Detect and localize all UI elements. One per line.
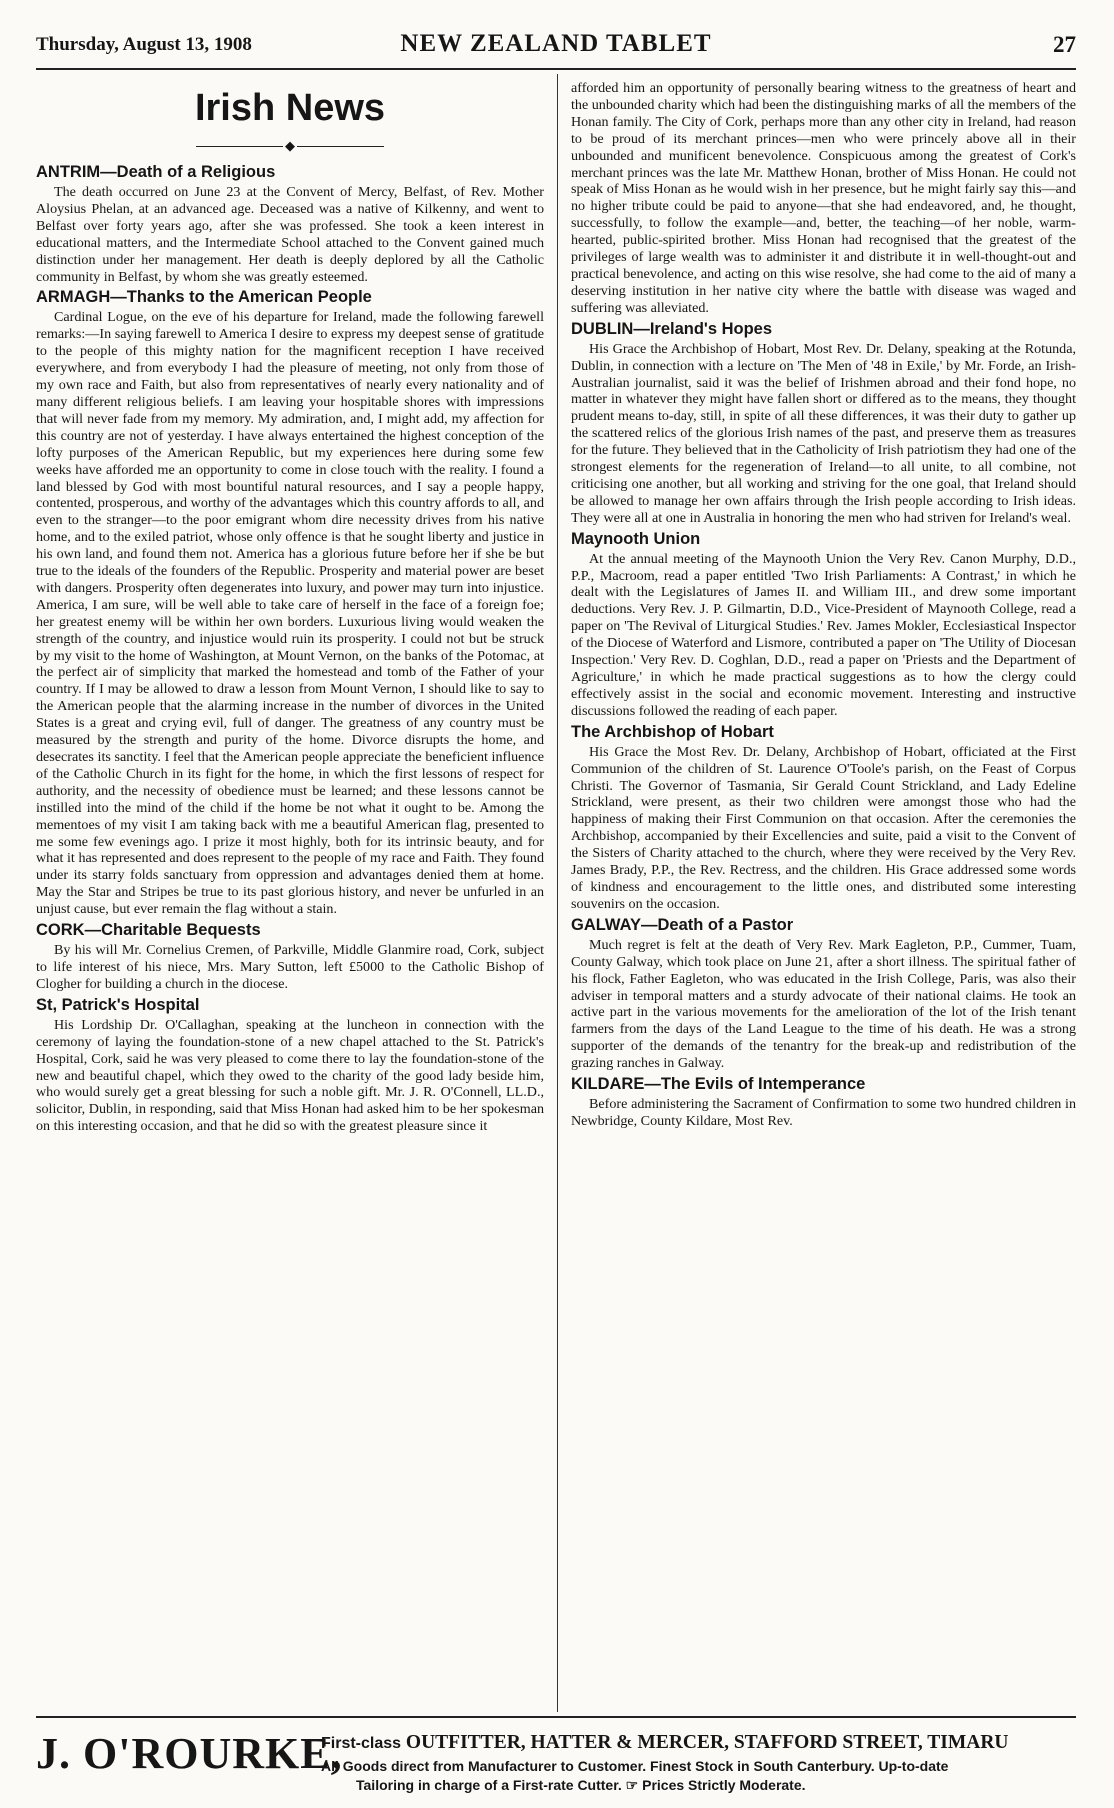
article-paragraph: His Grace the Archbishop of Hobart, Most Rev. Dr. Delany, speaking at the Rotunda, Dublin, in connection with a lecture on 'The Men of '48 in Exile,' by Mr. Forde, an Irish-Australian journalist, said it was the belief of Irishmen abroad and their fond hope, no matter in whatever they might have fallen short or differed as to the means, they thought prudent means to-day, still, in spite of all these differences, it was their duty to gather up the scattered relics of the glorious Irish names of the past, and preserve them as treasures for the future. They believed that in the Catholicity of Irish patriotism they had one of the strongest elements for the regeneration of Ireland—to all unite, to all combine, not criticising one another, but all working and striving for the one goal, that Ireland should be allowed to manage her own affairs through the Irish people according to Irish ideas. They were all at one in Australia in honoring the men who had striven for Ireland's weal. bbox=[571, 340, 1076, 526]
advertiser-name: J. O'ROURKE, bbox=[36, 1729, 343, 1778]
article-heading: The Archbishop of Hobart bbox=[571, 722, 774, 741]
footer-rule bbox=[36, 1716, 1076, 1718]
masthead-ornament bbox=[36, 136, 544, 158]
advertisement-line-1 bbox=[321, 1732, 1009, 1754]
article-continuation: afforded him an opportunity of personally bearing witness to the greatness of heart and the unbounded charity which had been the distinguishing marks of all the members of the Honan family. The City of Cork, perhaps more than any other city in Ireland, had reason to be proud of its merchant princes—men who were princely above all in their unbounded and munificent benevolence. Conspicuous among the greatest of Cork's merchant princes was the late Mr. Matthew Honan, brother of Miss Honan. He could not speak of Miss Honan as he would wish in her presence, but he might fairly say this—and no higher tribute could be paid to anyone—that she had endeavored, and, he thought, successfully, to follow the example—and, better, the teaching—of her noble, warm-hearted, public-spirited brother. Miss Honan had recognised that the greatest of the privileges of large wealth was to administer it and distribute it in well-thought-out and practical benevolence, and acting on this wise resolve, she had come to the aid of many a deserving institution in her native city where the battle with disease was waged and suffering was alleviated. bbox=[571, 80, 1076, 316]
diamond-icon: ◆ bbox=[283, 136, 297, 156]
article-heading: DUBLIN—Ireland's Hopes bbox=[571, 319, 773, 338]
article-heading: Maynooth Union bbox=[571, 529, 701, 548]
newspaper-title: NEW ZEALAND TABLET bbox=[400, 30, 712, 57]
section-masthead: Irish News bbox=[194, 87, 386, 129]
advertisement-lead: First-class bbox=[321, 1735, 402, 1752]
article-paragraph: The death occurred on June 23 at the Convent of Mercy, Belfast, of Rev. Mother Aloysius Phelan, at an advanced age. Deceased was a native of Kilkenny, and went to Belfast over forty years ago, after she was professed. She took a keen interest in educational matters, and the Intermediate School attached to the Convent gained much distinction under her management. Her death is deeply deplored by all the Catholic community in Belfast, by whom she was greatly esteemed. bbox=[36, 184, 544, 285]
article-heading: St, Patrick's Hospital bbox=[36, 995, 200, 1014]
article-paragraph: By his will Mr. Cornelius Cremen, of Parkville, Middle Glanmire road, Cork, subject to life interest of his niece, Mrs. Mary Sutton, left £5000 to the Catholic Bishop of Clogher for building a church in the diocese. bbox=[36, 942, 544, 992]
page-number: 27 bbox=[1053, 32, 1076, 57]
article-paragraph: His Lordship Dr. O'Callaghan, speaking at the luncheon in connection with the ceremony of laying the foundation-stone of a new chapel attached to the St. Patrick's Hospital, Cork, said he was very pleased to come there to lay the foundation-stone of the new and beautiful chapel, which they owed to the charity of the good lady beside him, who would surely get a great blessing for such a noble gift. Mr. J. R. O'Connell, LL.D., solicitor, Dublin, in responding, said that Miss Honan had asked him to be her spokesman on this interesting occasion, and that he did so with the greatest pleasure since it bbox=[36, 1016, 544, 1135]
article-heading: ARMAGH—Thanks to the American People bbox=[36, 288, 372, 307]
left-column bbox=[36, 80, 544, 1135]
article-heading: CORK—Charitable Bequests bbox=[36, 921, 261, 940]
article-paragraph: Cardinal Logue, on the eve of his departure for Ireland, made the following farewell remarks:—In saying farewell to America I desire to express my deepest sense of gratitude to the people of this mighty nation for the magnificent reception I have received everywhere, and from everybody I had the pleasure of meeting, not only from those of my own race and Faith, but also from representatives of nearly every nationality and of many different religious beliefs. I am leaving your hospitable shores with impressions that will never fade from my memory. My admiration, and, I might add, my affection for this country are not of yesterday. I have always entertained the highest conception of the lofty purposes of the American Republic, but my experiences here during some few weeks have afforded me an opportunity to come in close touch with the reality. I found a land blessed by God with most bountiful natural resources, and I say a people happy, contented, prosperous, and worthy of the advantages which this country affords to all, and even to the stranger—to the poor emigrant whom dire necessity drives from his native home, and to the exiled patriot, whose only offence is that he sought liberty and justice in his own land, and found them not. America has a glorious future before her if she be but true to the ideals of the founders of the Republic. Prosperity and material power are beset with dangers. Prosperity often degenerates into luxury, and power may turn into injustice. America, I am sure, will be well able to take care of herself in the face of a foreign foe; her greatest enemy will be within her own borders. Luxurious living would weaken the strength of the country, and injustice would ruin its prosperity. I could not but be struck by my visit to the home of Washington, at Mount Vernon, on the banks of the Potomac, at the perfect air of simplicity that marked the homestead and tomb of the Father of your country. If I may be allowed to draw a lesson from Mount Vernon, I should like to say to the American people that the alarming increase in the number of divorces in the United States is a great and crying evil, full of danger. The greatness of any country must be measured by the strength and purity of the home. Divorce disrupts the home, and desecrates its sanctity. I feel that the American people appreciate the beneficient influence of the Catholic Church in its fight for the home, in which the first lessons of respect for authority, and the necessity of obedience must be learned; and these lessons cannot be instilled into the mind of the child if the home be not what it ought to be. Among the mementoes of my visit I am taking back with me a beautiful American flag, presented to me some few evenings ago. I prize it most highly, both for its intrinsic beauty, and for what it has represented and does represent to the people of my race and Faith. They found under its starry folds sanctuary from oppression and advantages denied them at home. May the Star and Stripes be true to its past glorious history, and never be unfurled in an unjust cause, but ever remain the flag without a stain. bbox=[36, 309, 544, 918]
advertisement bbox=[36, 1724, 1076, 1794]
header-rule bbox=[36, 68, 1076, 70]
article-heading: KILDARE—The Evils of Intemperance bbox=[571, 1075, 866, 1094]
article-paragraph: His Grace the Most Rev. Dr. Delany, Archbishop of Hobart, officiated at the First Communion of the children of St. Laurence O'Toole's parish, on the Feast of Corpus Christi. The Governor of Tasmania, Sir Gerald Count Strickland, and Lady Edeline Strickland, were present, as their two children were amongst those who had the happiness of making their First Communion on that occasion. After the ceremonies the Archbishop, accompanied by their Excellencies and suite, paid a visit to the Convent of the Sisters of Charity attached to the church, where they were received by the Very Rev. James Brady, P.P., the Rev. Rectress, and the children. His Grace addressed some words of kindness and encouragement to the little ones, and distributed some interesting souvenirs on the occasion. bbox=[571, 743, 1076, 912]
page-header bbox=[36, 30, 1076, 64]
article-heading: ANTRIM—Death of a Religious bbox=[36, 163, 276, 181]
issue-date: Thursday, August 13, 1908 bbox=[36, 34, 252, 55]
right-column bbox=[571, 80, 1076, 1130]
article-paragraph: Before administering the Sacrament of Confirmation to some two hundred children in Newbridge, County Kildare, Most Rev. bbox=[571, 1096, 1076, 1129]
advertisement-line-3: Tailoring in charge of a First-rate Cutter. ☞ Prices Strictly Moderate. bbox=[356, 1777, 806, 1793]
column-divider bbox=[557, 74, 558, 1712]
advertisement-line-2: All Goods direct from Manufacturer to Customer. Finest Stock in South Canterbury. Up-to-date bbox=[321, 1758, 949, 1774]
article-heading: GALWAY—Death of a Pastor bbox=[571, 915, 794, 934]
article-paragraph: Much regret is felt at the death of Very Rev. Mark Eagleton, P.P., Cummer, Tuam, County Galway, which took place on June 21, after a short illness. The spiritual father of his flock, Father Eagleton, who was educated in the Irish College, Paris, was also their adviser in temporal matters and a sturdy advocate of their national claims. He took an active part in the various movements for the amelioration of the lot of the Irish tenant farmers from the days of the Land League to the time of his death. He was a strong supporter of the demands of the tenantry for the break-up and redistribution of the grazing ranches in Galway. bbox=[571, 936, 1076, 1072]
article-paragraph: At the annual meeting of the Maynooth Union the Very Rev. Canon Murphy, D.D., P.P., Macroom, read a paper entitled 'Two Irish Parliaments: A Contrast,' in which he dealt with the Legislatures of James II. and William III., and drew some important deductions. Very Rev. J. P. Gilmartin, D.D., Vice-President of Maynooth College, read a paper on 'The Revival of Liturgical Studies.' Rev. James Mokler, Ecclesiastical Inspector of the Diocese of Waterford and Lismore, contributed a paper on 'The Utility of Diocesan Inspection.' Very Rev. D. Coghlan, D.D., read a paper on 'Priests and the Department of Agriculture,' in which he made practical suggestions as to how the clergy could effectively assist in the social and economic movement. Interesting and instructive discussions followed the reading of each paper. bbox=[571, 550, 1076, 719]
advertisement-trade: OUTFITTER, HATTER & MERCER, STAFFORD STREET, TIMARU bbox=[405, 1732, 1009, 1753]
